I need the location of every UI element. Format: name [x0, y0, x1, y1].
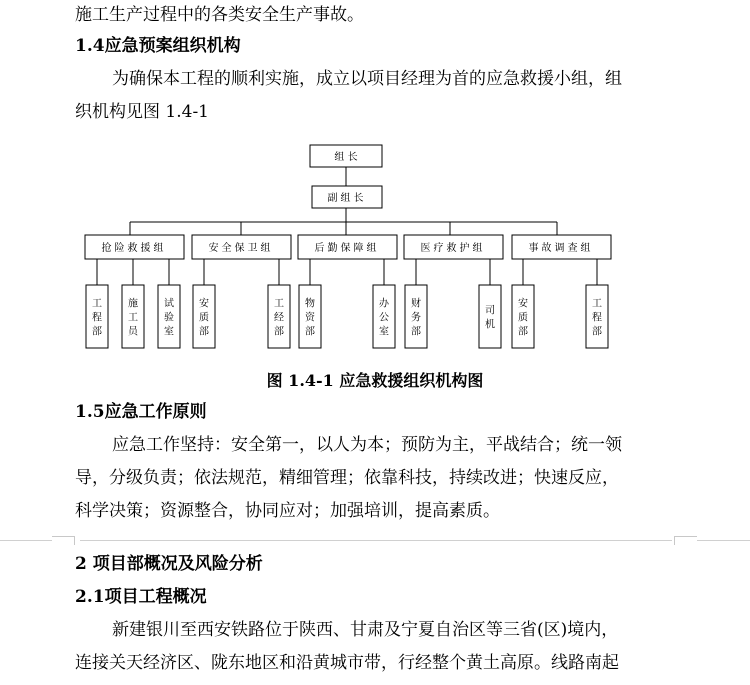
org-group-label-1: 抢险救援组: [101, 243, 167, 254]
org-member-char: 资: [305, 312, 315, 324]
org-member-label: [274, 298, 284, 338]
org-member-char: 质: [199, 312, 209, 324]
page-corner-mark-left: [52, 536, 75, 545]
org-member-label: [518, 297, 528, 338]
org-member-label: [92, 298, 102, 338]
org-member-char: 务: [411, 312, 421, 324]
org-member-char: 工: [92, 298, 102, 310]
org-member-char: 验: [164, 312, 174, 324]
heading-2-1: 2.1项目工程概况: [75, 587, 207, 607]
org-member-label: [199, 297, 209, 338]
para-1-5-line1: 应急工作坚持：安全第一，以人为本；预防为主，平战结合；统一领: [112, 435, 622, 455]
org-member-box: [479, 285, 501, 348]
org-deputy-label: 副组长: [327, 193, 367, 204]
page-break-line-left: [0, 540, 52, 541]
heading-1-5: 1.5应急工作原则: [75, 402, 207, 422]
org-member-char: 工: [274, 298, 284, 310]
page-corner-mark-right: [674, 536, 697, 545]
org-member-char: 程: [592, 312, 602, 324]
org-member-labels: [92, 297, 602, 338]
org-member-char: 员: [128, 326, 138, 338]
org-member-char: 部: [305, 326, 315, 338]
para-2-1-line1: 新建银川至西安铁路位于陕西、甘肃及宁夏自治区等三省(区)境内，: [112, 620, 619, 640]
org-member-char: 安: [199, 298, 209, 310]
org-member-char: 安: [518, 298, 528, 310]
org-member-char: 司: [485, 305, 495, 317]
heading-2: 2 项目部概况及风险分析: [75, 554, 263, 574]
text-line-top: 施工生产过程中的各类安全生产事故。: [75, 5, 364, 25]
org-member-char: 程: [92, 312, 102, 324]
org-member-label: [379, 297, 390, 338]
para-1-4-line2: 织机构见图 1.4-1: [75, 102, 209, 122]
org-member-label: [128, 298, 139, 338]
page-break-line: [80, 540, 672, 541]
org-member-label: [485, 305, 495, 331]
org-member-char: 部: [92, 326, 102, 338]
page-break: [0, 536, 750, 544]
org-member-label: [305, 297, 316, 338]
org-member-label: [411, 297, 421, 338]
org-member-char: 经: [274, 312, 284, 324]
para-1-5-line2: 导，分级负责；依法规范，精细管理；依靠科技，持续改进；快速反应，: [75, 468, 619, 488]
org-member-char: 办: [379, 298, 389, 310]
para-1-5-line3: 科学决策；资源整合，协同应对；加强培训，提高素质。: [75, 501, 500, 521]
org-group-label-5: 事故调查组: [528, 243, 594, 254]
org-member-char: 工: [592, 298, 602, 310]
page-break-line-right: [697, 540, 750, 541]
org-member-label: [164, 298, 174, 338]
org-member-char: 部: [592, 326, 602, 338]
org-member-char: 试: [164, 298, 174, 310]
org-member-char: 部: [518, 326, 528, 338]
para-2-1-line2: 连接关天经济区、陇东地区和沿黄城市带，行经整个黄土高原。线路南起: [75, 653, 619, 673]
org-group-label-3: 后勤保障组: [314, 243, 380, 254]
org-member-char: 部: [199, 326, 209, 338]
para-1-4-line1: 为确保本工程的顺利实施，成立以项目经理为首的应急救援小组，组: [112, 69, 622, 89]
org-member-char: 施: [128, 298, 138, 310]
org-member-char: 室: [164, 326, 174, 338]
heading-1-4: 1.4应急预案组织机构: [75, 36, 241, 56]
org-leader-label: 组 长: [334, 152, 358, 163]
org-member-char: 室: [379, 326, 389, 338]
org-member-char: 公: [379, 312, 389, 324]
org-member-char: 物: [305, 298, 315, 310]
org-member-char: 财: [411, 298, 421, 310]
org-group-label-4: 医疗救护组: [420, 243, 486, 254]
org-member-char: 部: [411, 326, 421, 338]
org-member-label: [592, 298, 602, 338]
org-member-char: 部: [274, 326, 284, 338]
org-member-char: 工: [128, 312, 138, 324]
figure-caption: 图 1.4-1 应急救援组织机构图: [266, 371, 484, 390]
org-group-label-2: 安全保卫组: [208, 243, 274, 254]
org-member-char: 机: [485, 319, 495, 331]
org-member-char: 质: [518, 312, 528, 324]
